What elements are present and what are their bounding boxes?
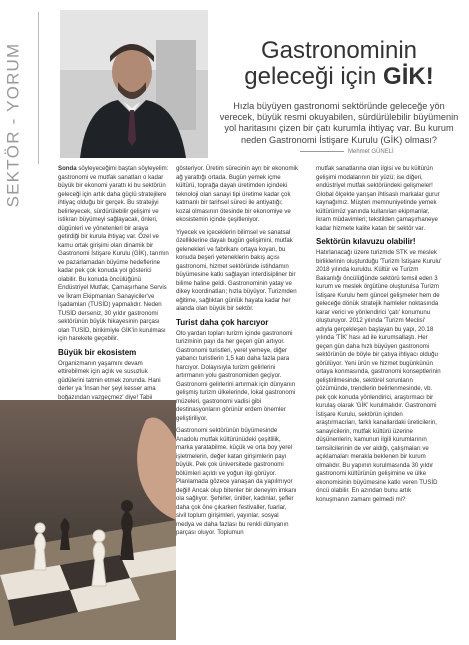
text-column-2 (176, 165, 298, 640)
chess-image (0, 400, 176, 640)
author-photo (60, 10, 208, 158)
paragraph: Gastronomi sektörünün büyümesinde Anadolu mutfak kültürünüdeki çeşitlilik, marka yaratabilme, küçük ve orta boy yerel işletmelerin, değer katan girişimlerin payı büyük. Pek çok üniversitede gastronomi bölümleri açıldı ve yoğun ilgi görüyor. Planlamada gözece yanaşan da yapılmıyor değil! Ancak olup bitenler bir deneyim imkanı ola sağlıyor. Şehirler, ünitler, kadınlar, şefler daha çok öne çıkarken festivaller, fuarlar, sivil toplum girişimleri, yayınlar, sosyal medya ve daha fazlası bu renkli dünyanın parçası oluyor. Toplumun (176, 427, 297, 536)
paragraph: Hatırlanacağı üzere turizmde STK ve meslek birliklerinin oluşturduğu 'Turizm İstişare Kurulu' 2018 yılında kuruldu. Kültür ve Turizm Bakanlığı öncülüğünde sektörü temsil eden 3 kurum ve meslek örgütüne oluşturulsa Turizm İstişare Kurulu hem güncel gelişmeler hem de geleceğe dönük stratejik hamleler noktasında karar verici ve yönlendirici 'çatı' konumunu oluşturuyor. 2012 yılında 'Turizm Meclisi' adıyla gerçekleşen başlayan bu yapı, 20.18 yılında 'TİK' hası ad ile kurumsallaştı. Her geçen gün daha hızlı büyüyen gastronomi sektörünün de böyle bir çatıya ihtiyacı olduğu görülüyor. Yeni ürün ve hizmet bugünkünün ortaya konmasında, gastronomi konseptlerinin geliştirilmesinde, sektörel sorunların çözümünde, trendlerin belirlenmesinde, vb. pek çok konuda yönlendirici, araştırmacı bir kurulaş olarak 'GİK' kurulmalıdır. Gastronomi İstişare Kurulu, sektörün içinden araştırmacıları, farklı kanallardaki üreticilerin, sanayicilerin, mutfak kültürü üzerine düşünenlerin, kamunun ilgili kurumlarının temsilcilerinin de ver aldığı, çalışmaları ve açıklamaları merakla beklenen bir kurum olmalıdır. Bu yapının kurulmasında 30 yıldır gastronomi kültürünün gelişimine ve ülke ekonomisinin büyümesine katkı veren TUSİD öncü olabilir. En azından bunu artık konuşmanın zamanı gelmedi mi? (316, 249, 442, 503)
author-photo-illustration (60, 10, 208, 158)
paragraph: Yiyecek ve içeceklerin bilimsel ve sanatsal özelliklerine dayalı bugün gelişimini, mutfak gelenekleri ve fabrikanı ortaya koyan, bu konuda beşeri yeteneklerin bakış açısı gastronomi, hizmet sektöründe istihdamın büyümesine katkı sağlayan interdisipliner bir bilime haline geldi. Gastronominin yatay ve dikey koordinatları; hızla büyüyor. Turizmden eğitime, sağlıktan günlük hayata kadar her alanda olan büyük bir sektör. (176, 228, 297, 312)
paragraph: mutfak sanatlarına olan ilgisi ve bu kültürün gelişimi modalarının bir yüzü; ise diğeri, endüstriyel mutfak sektöründeki gelişmeler! Global ölçekte yarışan ihtisaslı markalar gurur kaynağımız. Müşteri memnuniyetinde yemek kültürümüz yanında kullanılan ekipmanlar, ikram müdavimleri; tekstilden çamaşırhaneye kadar hizmete kalite katan bir sektör var. (316, 165, 440, 232)
paragraph: Sonda söyleyeceğimi baştan söyleyelim: gastronomi ve mutfak sanatları o kadar büyük bir ekonomi yarattı ki bu sektörün geleceği için artık daha güçlü stratejilere ihtiyaç olduğu bir gerçek. Bu stratejiyi belirleyecek, sürdürülebilir gelişimi ve istikrarı büyümeyi sağlayacak, önleri, dügünleri ve yönetenleri bir araya getirdiği bir kuruła ihtiyaç var. Özel ve kamu ortak girişimi olan dinamik bir Gastronomi İstişare Kurulu (GİK), tarımın ve pazarlamadan büyüme hedeflerine kadar pek çok konuda yol gösterici olabilir. Bu konuda öncülüğünü Endüstriyel Mutfak, Çamaşırhane Servis ve İkram Ekipmanları Sanayiciler've İşadamları (TUSİD) yapmalıdır. Neden TUSİD derseniz, 30 yıldır gastronomi sektörünün büyük hikayesinin parçası olan TUSİD, birikimiyle GİK'in kurulması için harekete geçebilir. (58, 165, 169, 342)
section-label: SEKTÖR - YORUM (3, 42, 22, 208)
vertical-divider (38, 12, 39, 164)
subheading: Turist daha çok harcıyor (176, 317, 269, 327)
subheading: Sektörün kılavuzu olabilir! (316, 237, 416, 246)
author-byline: Mehmet GÜNELİ (300, 149, 460, 155)
article-headline (214, 38, 464, 90)
headline-line-1: Gastronominin (260, 37, 418, 64)
paragraph: gösteriyor. Üretim sürecinin ayrı bir ekonomik ağ yarattığı ortada. Bugün yemek içme kültürü, toprağa dayalı üretimden içindeki teknoloji olan sanayi tipi üretime kadar çok katmanlı bir tarihsel süreci ile antiyatığı; kozal olmasının ötesinde bir ekonomiye ve ekosistemin içinde çeşitleniyor. (176, 165, 298, 223)
byline-rule (300, 151, 344, 152)
subheading: Büyük bir ekosistem (58, 347, 137, 357)
article-intro: Hızla büyüyen gastronomi sektöründe geleceğe yön verecek, büyük resmi okuyabilen, sürdürülebilir büyümenin yol haritasını çizen bir çatı kurumla ihtiyaç var. Bu kurum neden Gastronomi İstişare Kurulu (GİK) olması? (219, 101, 459, 145)
lead-word: Sonda (58, 165, 77, 172)
text-column-1 (58, 165, 170, 415)
text-column-3 (316, 165, 442, 640)
chess-illustration (0, 400, 176, 640)
paragraph: Organizmanın yaşamını devam ettirebilmek için açlık ve susuzluk güdülerini tatmin etmek zorunda. Hani derler ya 'İnsan her şeyi kesser ama boğazından vazgeçmez' diye! Tabii (58, 359, 161, 401)
headline-line-2: geleceği için GİK! (244, 63, 434, 90)
headline-emphasis: GİK! (383, 63, 434, 90)
paragraph: Oto yardan topları turizm içinde gastronomi turizminin payı da her geçen gün artıyor. Gastronomi turistleri, yerel yemeye, diğer yabancı turistlerin 1,5 katı daha fazla para harcıyor. Dolayısıyla turizm gelirlerini artırmanın yolu gastronomiden geçiyor. Gastronomi gelirlerini artırmak için dünyanın gelişmiş turizm ülkelerinde, lokal gastronomi müzeleri, gastronomi vadisi gibi destinasyonların görünür erdem önemler geliştiriliyor. (176, 329, 296, 422)
